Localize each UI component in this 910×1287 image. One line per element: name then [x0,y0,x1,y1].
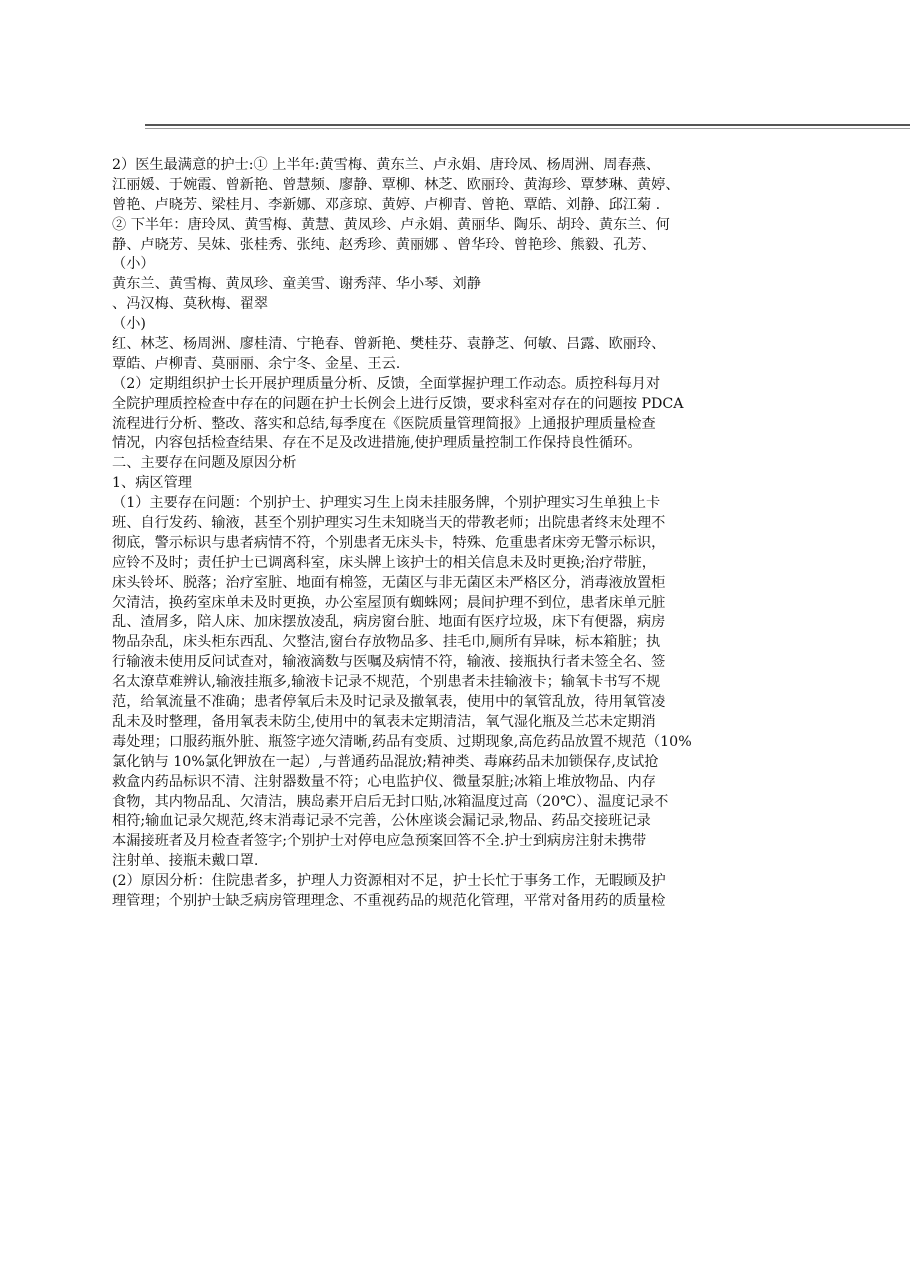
section-heading: 二、主要存在问题及原因分析 [112,455,297,472]
text-line: 彻底，警示标识与患者病情不符，个别患者无床头卡，特殊、危重患者床旁无警示标识， [112,534,666,551]
text-line: 注射单、接瓶未戴口罩. [112,853,259,870]
text-line: （小) [112,316,146,333]
text-line: 乱、渣屑多，陪人床、加床摆放凌乱，病房窗台脏、地面有医疗垃圾，床下有便器，病房 [112,614,666,631]
document-body [112,156,752,912]
text-line: 本漏接班者及月检查者签字;个别护士对停电应急预案回答不全.护士到病房注射未携带 [112,833,647,850]
text-line: 氯化钠与 10%氯化钾放在一起）,与普通药品混放;精神类、毒麻药品未加锁保存,皮试抢 [112,753,659,770]
text-line: 相符;输血记录欠规范,终末消毒记录不完善，公休座谈会漏记录,物品、药品交接班记录 [112,813,651,830]
text-line: 静、卢晓芳、吴妹、张桂秀、张纯、赵秀珍、黄丽娜 、曾华玲、曾艳珍、熊毅、孔芳、 [112,236,656,253]
text-line: 黄东兰、黄雪梅、黄凤珍、童美雪、谢秀萍、华小琴、刘静 [112,276,481,293]
text-line: 乱未及时整理，备用氧表未防尘,使用中的氧表未定期清洁，氧气湿化瓶及兰芯未定期消 [112,713,656,730]
text-line: （1）主要存在问题：个别护士、护理实习生上岗未挂服务牌，个别护理实习生单独上卡 [112,495,661,512]
text-line: 红、林芝、杨周洲、廖桂清、宁艳春、曾新艳、樊桂芬、袁静芝、何敏、吕露、欧丽玲、 [112,336,666,353]
text-line: 、冯汉梅、莫秋梅、翟翠 [112,296,269,313]
text-line: 物品杂乱，床头柜东西乱、欠整洁,窗台存放物品多、挂毛巾,厕所有异味，标本箱脏；执 [112,634,661,651]
text-line: 流程进行分析、整改、落实和总结,每季度在《医院质量管理简报》上通报护理质量检查 [112,415,656,432]
subsection-heading: 1、病区管理 [112,475,192,492]
text-line: 班、自行发药、输液，甚至个别护理实习生未知晓当天的带教老师；出院患者终末处理不 [112,515,666,532]
text-line: 行输液未使用反问试查对，输液滴数与医嘱及病情不符，输液、接瓶执行者未签全名、签 [112,654,666,671]
text-line: 2）医生最满意的护士:① 上半年:黄雪梅、黄东兰、卢永娟、唐玲凤、杨周洲、周春燕、 [112,157,661,173]
text-line: (2）原因分析：住院患者多，护理人力资源相对不足，护士长忙于事务工作，无暇顾及护 [112,873,666,890]
text-line: （小） [112,256,155,273]
text-line: 救盒内药品标识不清、注射器数量不符；心电监护仪、微量泵脏;冰箱上堆放物品、内存 [112,773,656,790]
text-line: 情况，内容包括检查结果、存在不足及改进措施,使护理质量控制工作保持良性循环。 [112,435,642,452]
text-line: 覃皓、卢柳青、莫丽丽、余宁冬、金星、王云. [112,355,401,372]
text-line: （2）定期组织护士长开展护理质量分析、反馈，全面掌握护理工作动态。质控科每月对 [112,375,661,392]
text-line: 名太潦草难辨认,输液挂瓶多,输液卡记录不规范，个别患者未挂输液卡；输氧卡书写不规 [112,674,661,691]
text-line: 欠清洁，换药室床单未及时更换，办公室屋顶有蜘蛛网；晨间护理不到位，患者床单元脏 [112,594,666,611]
text-line: 全院护理质控检查中存在的问题在护士长例会上进行反馈，要求科室对存在的问题按 PDCA [112,395,684,412]
text-line: 理管理；个别护士缺乏病房管理理念、不重视药品的规范化管理，平常对备用药的质量检 [112,892,666,909]
text-line: 应铃不及时；责任护士已调离科室，床头牌上该护士的相关信息未及时更换;治疗带脏， [112,554,656,571]
text-line: 曾艳、卢晓芳、梁桂月、李新娜、邓彦琼、黄婷、卢柳青、曾艳、覃皓、刘静、邱江菊 . [112,196,661,213]
text-line: 毒处理；口服药瓶外脏、瓶签字迹欠清晰,药品有变质、过期现象,高危药品放置不规范（10% [112,733,692,750]
text-line: ② 下半年：唐玲凤、黄雪梅、黄慧、黄凤珍、卢永娟、黄丽华、陶乐、胡玲、黄东兰、何 [112,216,670,233]
text-line: 食物，其内物品乱、欠清洁，胰岛素开启后无封口贴,冰箱温度过高（20℃）、温度记录不 [112,793,669,810]
text-line: 范，给氧流量不准确；患者停氧后未及时记录及撤氧表，使用中的氧管乱放，待用氧管凌 [112,694,666,711]
text-line: 江丽媛、于婉霞、曾新艳、曾慧频、廖静、覃柳、林芝、欧丽玲、黄海珍、覃梦琳、黄婷、 [112,176,680,193]
header-rule [145,124,910,129]
text-line: 床头铃坏、脱落；治疗室脏、地面有棉签，无菌区与非无菌区未严格区分，消毒液放置柜 [112,574,666,591]
